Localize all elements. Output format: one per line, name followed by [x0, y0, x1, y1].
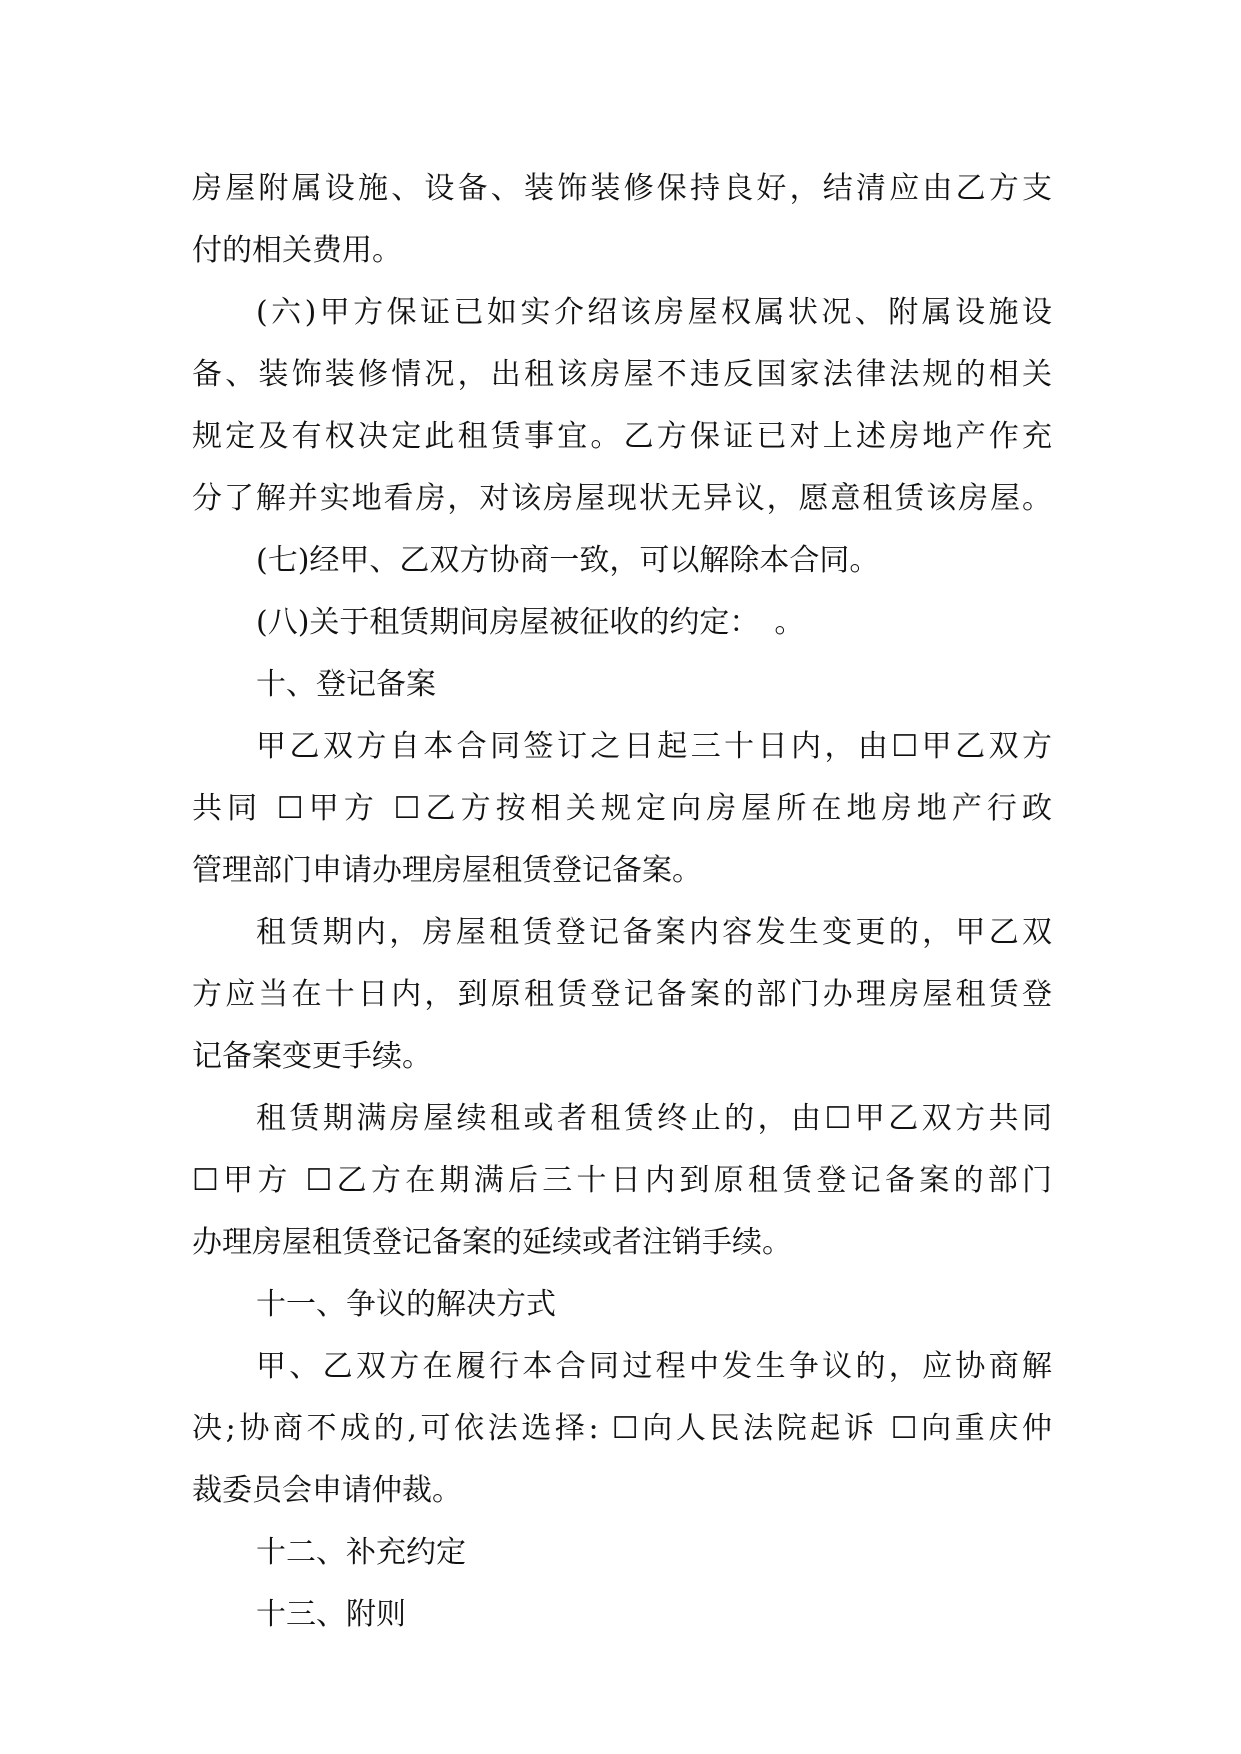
- section-heading-supplementary: 十二、补充约定: [256, 1535, 466, 1570]
- text-line: 记备案变更手续。: [192, 1039, 432, 1074]
- text-line: 方应当在十日内，到原租赁登记备案的部门办理房屋租赁登: [192, 977, 1052, 1012]
- clause-6: (六)甲方保证已如实介绍该房屋权属状况、附属设施设: [256, 295, 1052, 330]
- text-line: 管理部门申请办理房屋租赁登记备案。: [192, 853, 702, 888]
- text-line: 甲、乙双方在履行本合同过程中发生争议的，应协商解: [256, 1349, 1052, 1384]
- text-line: 决;协商不成的,可依法选择: ☐向人民法院起诉 ☐向重庆仲: [192, 1411, 1052, 1446]
- text-line: 租赁期内，房屋租赁登记备案内容发生变更的，甲乙双: [256, 915, 1052, 950]
- clause-7: (七)经甲、乙双方协商一致，可以解除本合同。: [256, 543, 880, 578]
- text-line: 规定及有权决定此租赁事宜。乙方保证已对上述房地产作充: [192, 419, 1052, 454]
- section-heading-appendix: 十三、附则: [256, 1597, 406, 1632]
- section-heading-dispute: 十一、争议的解决方式: [256, 1287, 556, 1322]
- document-body: [192, 158, 1052, 1646]
- text-line: 办理房屋租赁登记备案的延续或者注销手续。: [192, 1225, 792, 1260]
- clause-8: (八)关于租赁期间房屋被征收的约定： 。: [256, 605, 805, 640]
- text-line: 付的相关费用。: [192, 233, 402, 268]
- text-line: 共同 ☐甲方 ☐乙方按相关规定向房屋所在地房地产行政: [192, 791, 1052, 826]
- text-line: 分了解并实地看房，对该房屋现状无异议，愿意租赁该房屋。: [192, 481, 1052, 516]
- text-line: 甲乙双方自本合同签订之日起三十日内，由☐甲乙双方: [256, 729, 1052, 764]
- text-line: 租赁期满房屋续租或者租赁终止的，由☐甲乙双方共同: [256, 1101, 1052, 1136]
- section-heading-registration: 十、登记备案: [256, 667, 436, 702]
- text-line: ☐甲方 ☐乙方在期满后三十日内到原租赁登记备案的部门: [192, 1163, 1052, 1198]
- text-line: 备、装饰装修情况，出租该房屋不违反国家法律法规的相关: [192, 357, 1052, 392]
- text-line: 房屋附属设施、设备、装饰装修保持良好，结清应由乙方支: [192, 171, 1052, 206]
- text-line: 裁委员会申请仲裁。: [192, 1473, 462, 1508]
